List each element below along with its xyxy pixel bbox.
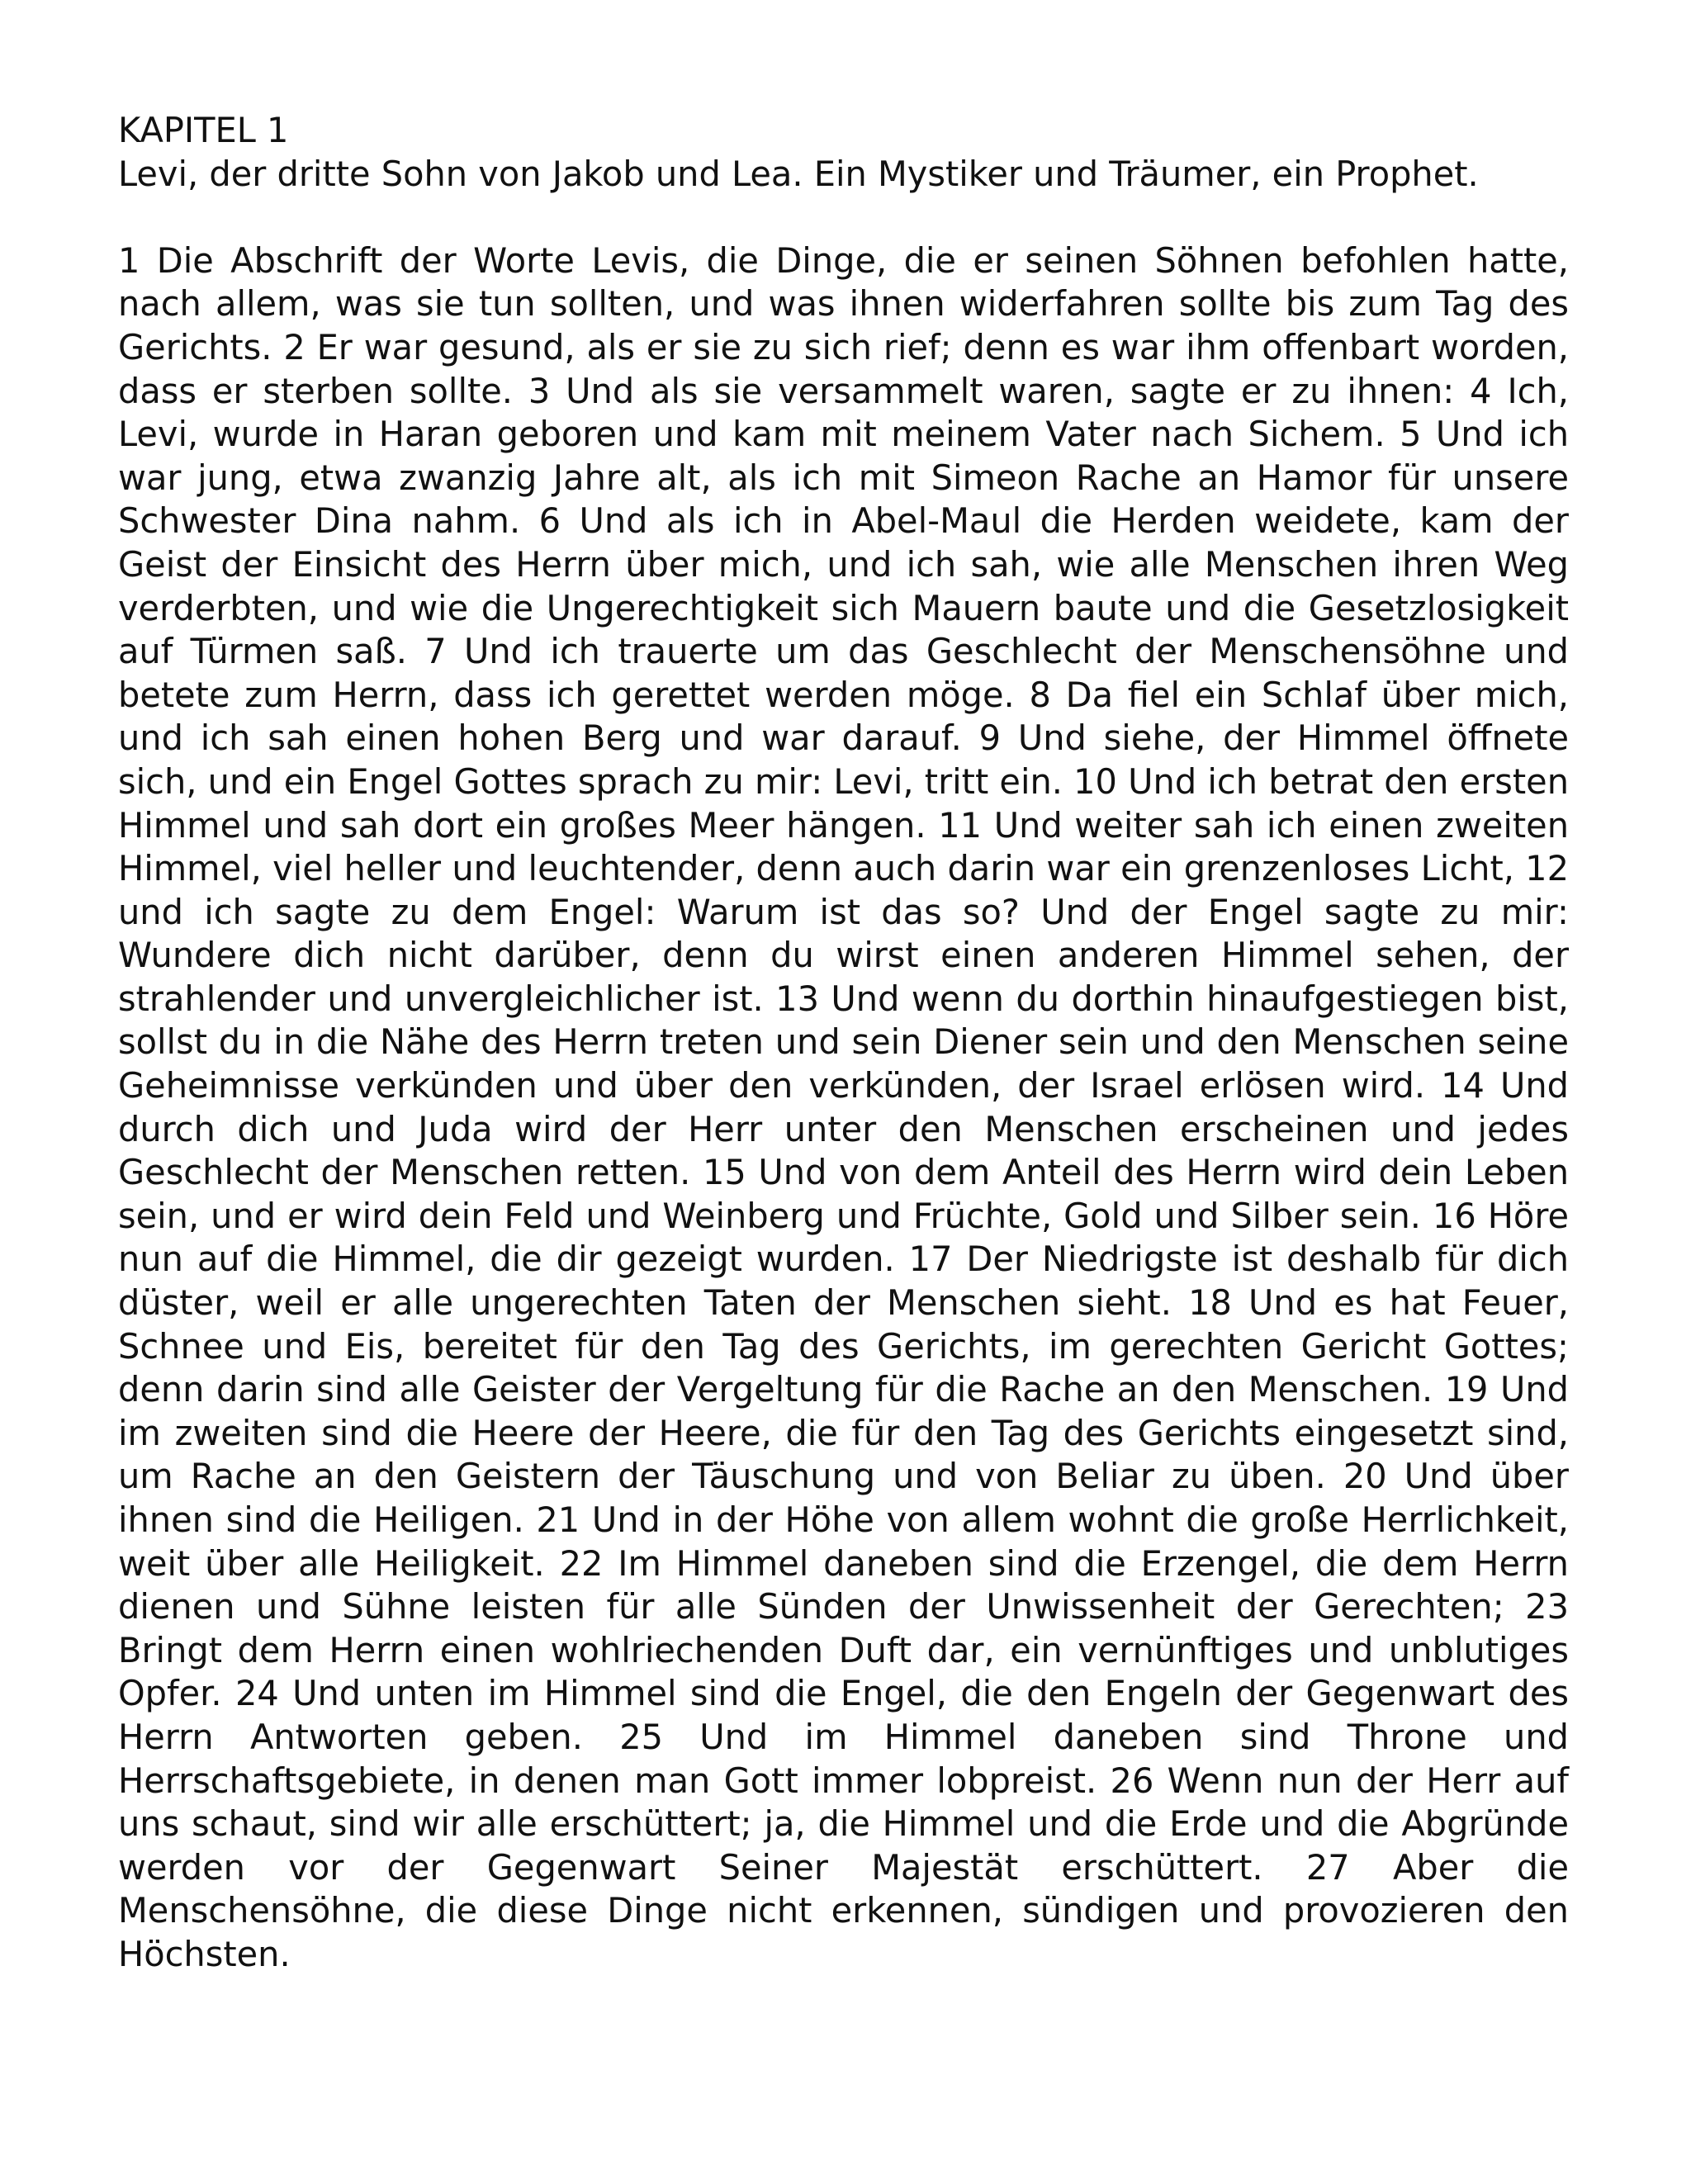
body-paragraph: 1 Die Abschrift der Worte Levis, die Dinge, die er seinen Söhnen befohlen hatte, nach allem, was sie tun sollten, und was ihnen widerfahren sollte bis zum Tag des Gerichts. 2 Er war gesund, als er sie zu sich rief; denn es war ihm offenbart worden, dass er sterben sollte. 3 Und als sie versammelt waren, sagte er zu ihnen: 4 Ich, Levi, wurde in Haran geboren und kam mit meinem Vater nach Sichem. 5 Und ich war jung, etwa zwanzig Jahre alt, als ich mit Simeon Rache an Hamor für unsere Schwester Dina nahm. 6 Und als ich in Abel-Maul die Herden weidete, kam der Geist der Einsicht des Herrn über mich, und ich sah, wie alle Menschen ihren Weg verderbten, und wie die Ungerechtigkeit sich Mauern baute und die Gesetzlosigkeit auf Türmen saß. 7 Und ich trauerte um das Geschlecht der Menschensöhne und betete zum Herrn, dass ich gerettet werden möge. 8 Da fiel ein Schlaf über mich, und ich sah einen hohen Berg und war darauf. 9 Und siehe, der Himmel öffnete sich, und ein Engel Gottes sprach zu mir: Levi, tritt ein. 10 Und ich betrat den ersten Himmel und sah dort ein großes Meer hängen. 11 Und weiter sah ich einen zweiten Himmel, viel heller und leuchtender, denn auch darin war ein grenzenloses Licht, 12 und ich sagte zu dem Engel: Warum ist das so? Und der Engel sagte zu mir: Wundere dich nicht darüber, denn du wirst einen anderen Himmel sehen, der strahlender und unvergleichlicher ist. 13 Und wenn du dorthin hinaufgestiegen bist, sollst du in die Nähe des Herrn treten und sein Diener sein und den Menschen seine Geheimnisse verkünden und über den verkünden, der Israel erlösen wird. 14 Und durch dich und Juda wird der Herr unter den Menschen erscheinen und jedes Geschlecht der Menschen retten. 15 Und von dem Anteil des Herrn wird dein Leben sein, und er wird dein Feld und Weinberg und Früchte, Gold und Silber sein. 16 Höre nun auf die Himmel, die dir gezeigt wurden. 17 Der Niedrigste ist deshalb für dich düster, weil er alle ungerechten Taten der Menschen sieht. 18 Und es hat Feuer, Schnee und Eis, bereitet für den Tag des Gerichts, im gerechten Gericht Gottes; denn darin sind alle Geister der Vergeltung für die Rache an den Menschen. 19 Und im zweiten sind die Heere der Heere, die für den Tag des Gerichts eingesetzt sind, um Rache an den Geistern der Täuschung und von Beliar zu üben. 20 Und über ihnen sind die Heiligen. 21 Und in der Höhe von allem wohnt die große Herrlichkeit, weit über alle Heiligkeit. 22 Im Himmel daneben sind die Erzengel, die dem Herrn dienen und Sühne leisten für alle Sünden der Unwissenheit der Gerechten; 23 Bringt dem Herrn einen wohlriechenden Duft dar, ein vernünftiges und unblutiges Opfer. 24 Und unten im Himmel sind die Engel, die den Engeln der Gegenwart des Herrn Antworten geben. 25 Und im Himmel daneben sind Throne und Herrschaftsgebiete, in denen man Gott immer lobpreist. 26 Wenn nun der Herr auf uns schaut, sind wir alle erschüttert; ja, die Himmel und die Erde und die Abgründe werden vor der Gegenwart Seiner Majestät erschüttert. 27 Aber die Menschensöhne, die diese Dinge nicht erkennen, sündigen und provozieren den Höchsten. <box>118 239 1570 1974</box>
chapter-heading: KAPITEL 1 <box>118 110 289 150</box>
document-page <box>118 109 1569 1977</box>
chapter-subtitle: Levi, der dritte Sohn von Jakob und Lea. Ein Mystiker und Träumer, ein Prophet. <box>118 153 1479 194</box>
